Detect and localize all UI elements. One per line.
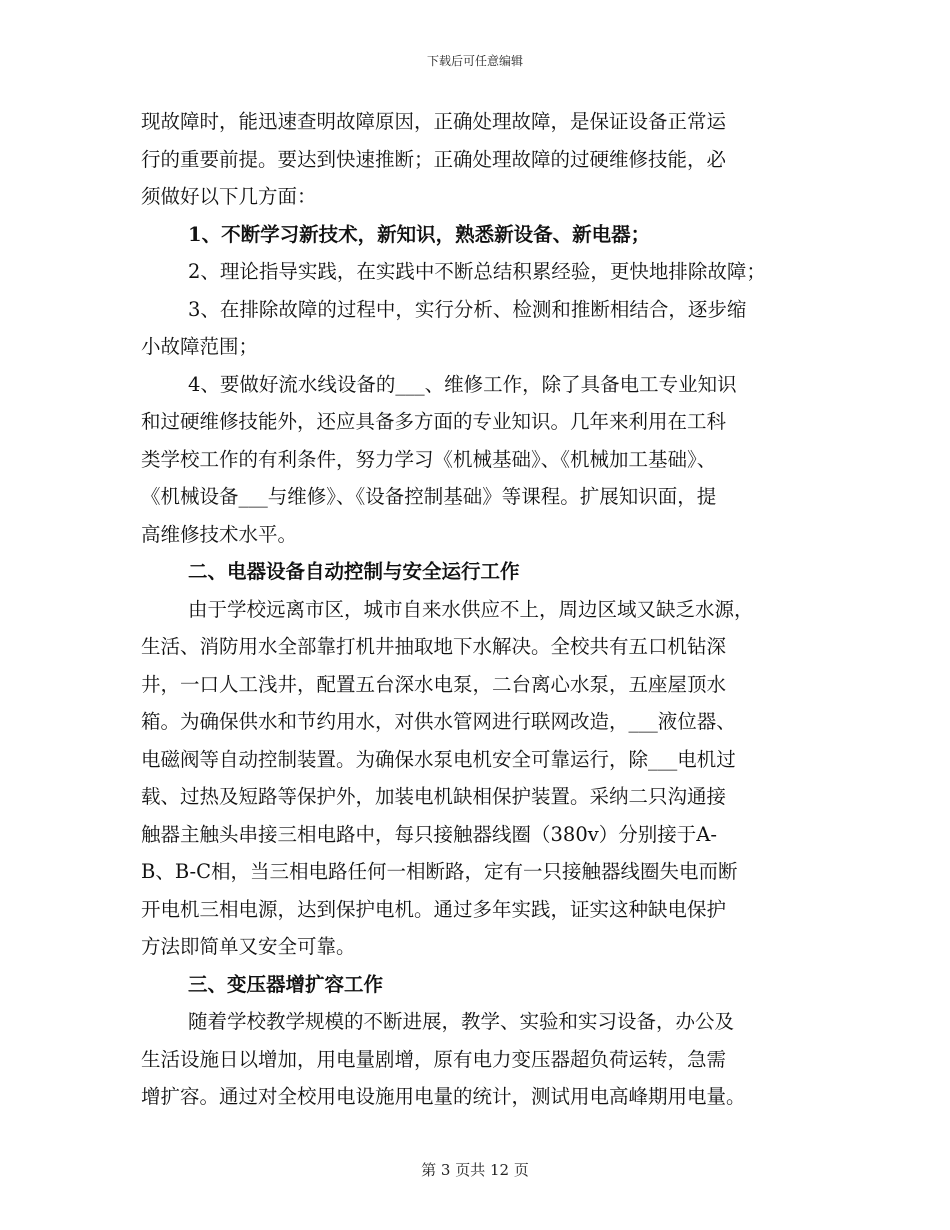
text-line: 增扩容。通过对全校用电设施用电量的统计，测试用电高峰期用电量。: [141, 1085, 746, 1108]
text-line: 高维修技术水平。: [141, 522, 298, 546]
text-line: 生活、消防用水全部靠打机井抽取地下水解决。全校共有五口机钻深: [141, 635, 727, 658]
text-line: 随着学校教学规模的不断进展，教学、实验和实习设备，办公及: [188, 1010, 735, 1033]
text-line: 箱。为确保供水和节约用水，对供水管网进行联网改造，___液位器、: [141, 710, 736, 733]
page-header: 下载后可任意编辑: [426, 54, 523, 68]
text-line: 《机械设备___与维修》、《设备控制基础》等课程。扩展知识面，提: [141, 485, 717, 508]
section-heading-3: 三、变压器增扩容工作: [188, 972, 384, 996]
text-line: 生活设施日以增加，用电量剧增，原有电力变压器超负荷运转，急需: [141, 1047, 727, 1071]
text-line: 须做好以下几方面：: [141, 185, 317, 208]
text-line: 触器主触头串接三相电路中，每只接触器线圈（380v）分别接于A-: [141, 822, 717, 846]
text-line: 类学校工作的有利条件，努力学习《机械基础》、《机械加工基础》、: [141, 447, 717, 471]
list-item-1: 1、不断学习新技术，新知识，熟悉新设备、新电器；: [188, 222, 651, 246]
text-line: 小故障范围；: [141, 335, 259, 358]
page-footer: 第 3 页共 12 页: [421, 1161, 529, 1179]
text-line: 现故障时，能迅速查明故障原因，正确处理故障，是保证设备正常运: [141, 110, 727, 133]
document-body: [141, 103, 831, 1116]
section-heading-2: 二、电器设备自动控制与安全运行工作: [188, 560, 520, 583]
text-line: B、B-C相，当三相电路任何一相断路，定有一只接触器线圈失电而断: [141, 860, 738, 883]
text-line: 方法即简单又安全可靠。: [141, 935, 356, 958]
text-line: 载、过热及短路等保护外，加装电机缺相保护装置。采纳二只沟通接: [141, 785, 727, 808]
list-item-3: 3、在排除故障的过程中，实行分析、检测和推断相结合，逐步缩: [188, 297, 747, 321]
text-line: 开电机三相电源，达到保护电机。通过多年实践，证实这种缺电保护: [141, 897, 727, 921]
list-item-4: 4、要做好流水线设备的___、维修工作，除了具备电工专业知识: [188, 372, 737, 396]
text-line: 和过硬维修技能外，还应具备多方面的专业知识。几年来利用在工科: [141, 410, 727, 433]
text-line: 井，一口人工浅井，配置五台深水电泵，二台离心水泵，五座屋顶水: [141, 672, 727, 696]
list-item-2: 2、理论指导实践，在实践中不断总结积累经验，更快地排除故障；: [188, 260, 766, 283]
text-line: 行的重要前提。要达到快速推断；正确处理故障的过硬维修技能，必: [141, 147, 727, 171]
text-line: 由于学校远离市区，城市自来水供应不上，周边区域又缺乏水源，: [188, 597, 754, 621]
text-line: 电磁阀等自动控制装置。为确保水泵电机安全可靠运行，除___电机过: [141, 747, 736, 771]
